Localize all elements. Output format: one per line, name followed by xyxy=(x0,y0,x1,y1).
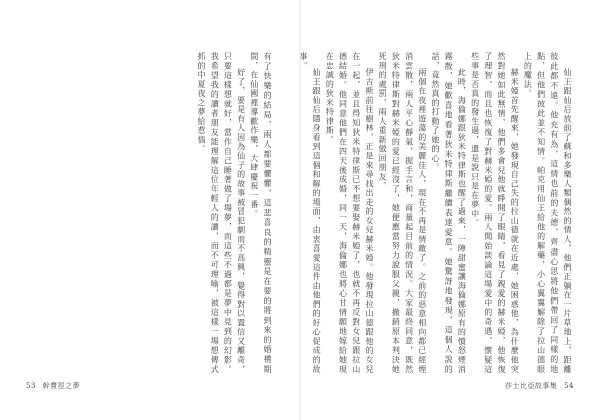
left-paragraph-2: 好了，要是有人因為仙子的故事被冒犯劇而不高興，覺得對以置信又離奇，只要這樣想就好，當作自己睡著做了場夢，而這些不過都是夢中見到的幻影。我希望我的讀者朋友能理解這位年輕人的讀，而不可理喻，被這樣一場想傳式抓的中夏夜之夢給惹惱。 xyxy=(196,52,246,374)
right-paragraph-3: 此時，海倫娜跟狄米特律斯也醒了過來，一陣甜蜜讓海倫娜原有的憤怒煙消霧散，她歡喜地看著狄米特律斯繼續表達愛意。她驚訝地發現，這個人說的話，竟然真的打動了她的心。 xyxy=(430,52,467,374)
right-paragraph-1: 仙王跟仙后放前了蘇和多樂人類偶然的情人，他們正躺在一片草地上，距離彼此都不遠。他充有為，這情也前的夫德，齊盡心思將他們帶回了同樣的地點，但他們彼此並不知情。帕克用仙王給他的解藥，小心翼翼解除了拉山德眼上的魔法。 xyxy=(523,52,572,374)
right-folio xyxy=(505,381,578,391)
right-page xyxy=(300,0,600,420)
left-running-title: 幹賣徑之夢 xyxy=(42,382,81,390)
right-paragraph-4: 兩個在夜裡遊蕩的美麗佳人，現在不再是情敵了。之前的惡意相向都已經煙消雲散，兩人平心靜氣，握手言和，商量起目前的情況。大家最終同意，既然狄米特律斯對赫米婭的愛已經沒了，她便應當努力說服父親，撤銷原本判決她死刑的處罰，兩人重新做回朋友。 xyxy=(378,52,427,374)
right-page-number: 54 xyxy=(564,382,574,390)
left-page-text xyxy=(192,52,274,374)
left-paragraph-1: 有了快樂的結局，兩人都要懼懼，這悲喜良的精靈是在要的將到來的婚禮期間，在仙國裡導歡作樂，大肆慶祝一番。 xyxy=(249,52,272,374)
right-running-title: 莎士比亞故事集 xyxy=(504,382,558,390)
left-page-number: 53 xyxy=(26,382,36,390)
right-page-text xyxy=(298,52,574,374)
right-paragraph-2: 赫米婭首先醒來，她發現自己失的拉山德就在近處，她困惑他，為什麼他突然對她如此無情，他們多會兒他就睜開了眼睛，看見了親愛的赫米婭，他恢復了理智，而且也恢復了對赫米婭的愛。兩人開始談論這場愛中的奇遇，懷疑這些事是否真的發生過，還是說只是在夢中。 xyxy=(470,52,520,374)
right-paragraph-6: 仙王跟仙后隱身看到這個和解的場面，由衷喜愛這件由他們的好心促成的故事。 xyxy=(298,52,322,374)
left-folio xyxy=(22,381,80,391)
right-paragraph-5: 伊吉斯前往樹林，正是來尋找出走的女兒赫米婭。他發現拉山德跟他的女兒在一起，並且得知狄米特律斯已不想要娶赫米婭了，也就不再反對女兒跟拉山德結婚。他同意他們在四天後成婚，同一天，海倫娜也將心甘情願地嫁給她現在忠誠的狄米特律斯。 xyxy=(325,52,374,374)
